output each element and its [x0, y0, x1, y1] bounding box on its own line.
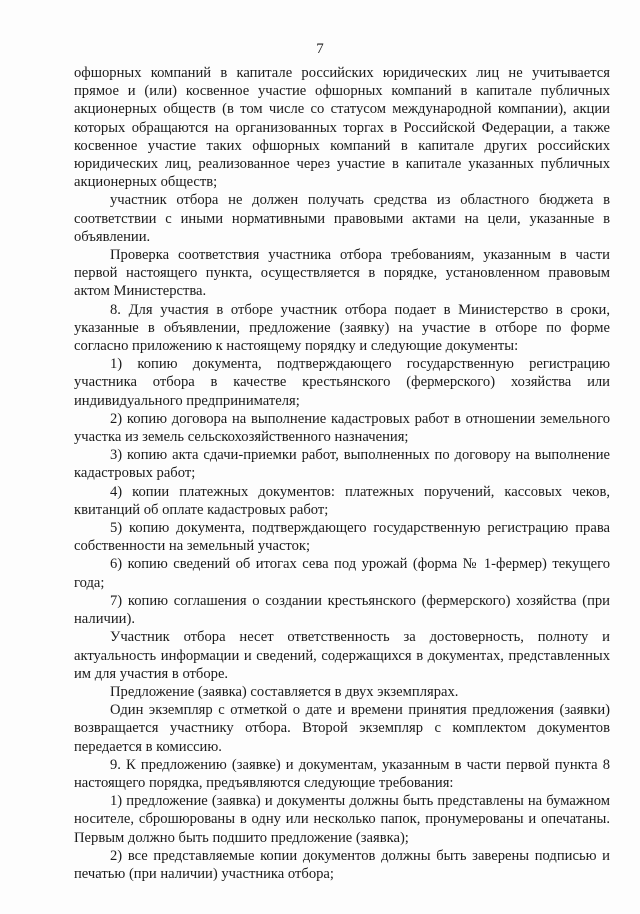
paragraph: участник отбора не должен получать средства из областного бюджета в соответствии с иными нормативными правовыми актами на цели, указанные в объявлении.: [74, 192, 610, 245]
list-item: 4) копии платежных документов: платежных поручений, кассовых чеков, квитанций об оплате кадастровых работ;: [74, 483, 610, 518]
paragraph: Предложение (заявка) составляется в двух экземплярах.: [110, 683, 459, 700]
paragraph: Участник отбора несет ответственность за достоверность, полноту и актуальность информации и сведений, содержащихся в документах, представленных им для участия в отборе.: [74, 629, 610, 682]
paragraph: Проверка соответствия участника отбора требованиям, указанным в части первой настоящего пункта, осуществляется в порядке, установленном правовым актом Министерства.: [74, 247, 610, 300]
list-item: 2) все представляемые копии документов должны быть заверены подписью и печатью (при наличии) участника отбора;: [74, 847, 610, 882]
page-number: 7: [316, 41, 324, 57]
list-item: 3) копию акта сдачи-приемки работ, выполненных по договору на выполнение кадастровых работ;: [74, 447, 610, 482]
list-item: 1) предложение (заявка) и документы должны быть представлены на бумажном носителе, сброшюрованы в одну или несколько папок, пронумерованы и опечатаны. Первым должно быть подшито предложение (заявка);: [74, 793, 610, 846]
paragraph-item-9: 9. К предложению (заявке) и документам, указанным в части первой пункта 8 настоящего порядка, предъявляются следующие требования:: [74, 756, 610, 791]
paragraph-continuation: офшорных компаний в капитале российских юридических лиц не учитывается прямое и (или) косвенное участие офшорных компаний в капитале публичных акционерных обществ (в том числе со статусом международной компании), акции которых обращаются на организованных торгах в Российской Федерации, а также косвенное участие таких офшорных компаний в капитале других российских юридических лиц, реализованное через участие в капитале указанных публичных акционерных обществ;: [74, 65, 610, 191]
list-item: 7) копию соглашения о создании крестьянского (фермерского) хозяйства (при наличии).: [74, 592, 610, 628]
list-item: 6) копию сведений об итогах сева под урожай (форма № 1-фермер) текущего года;: [74, 556, 610, 591]
list-item: 2) копию договора на выполнение кадастровых работ в отношении земельного участка из земель сельскохозяйственного назначения;: [74, 410, 610, 446]
paragraph: Один экземпляр с отметкой о дате и времени принятия предложения (заявки) возвращается участнику отбора. Второй экземпляр с комплектом документов передается в комиссию.: [74, 702, 610, 755]
list-item: 5) копию документа, подтверждающего государственную регистрацию права собственности на земельный участок;: [74, 520, 610, 555]
paragraph-item-8: 8. Для участия в отборе участник отбора подает в Министерство в сроки, указанные в объявлении, предложение (заявку) на участие в отборе по форме согласно приложению к настоящему порядку и следующие документы:: [74, 301, 610, 355]
document-body: [74, 64, 610, 883]
list-item: 1) копию документа, подтверждающего государственную регистрацию участника отбора в качестве крестьянского (фермерского) хозяйства или индивидуального предпринимателя;: [74, 356, 610, 409]
